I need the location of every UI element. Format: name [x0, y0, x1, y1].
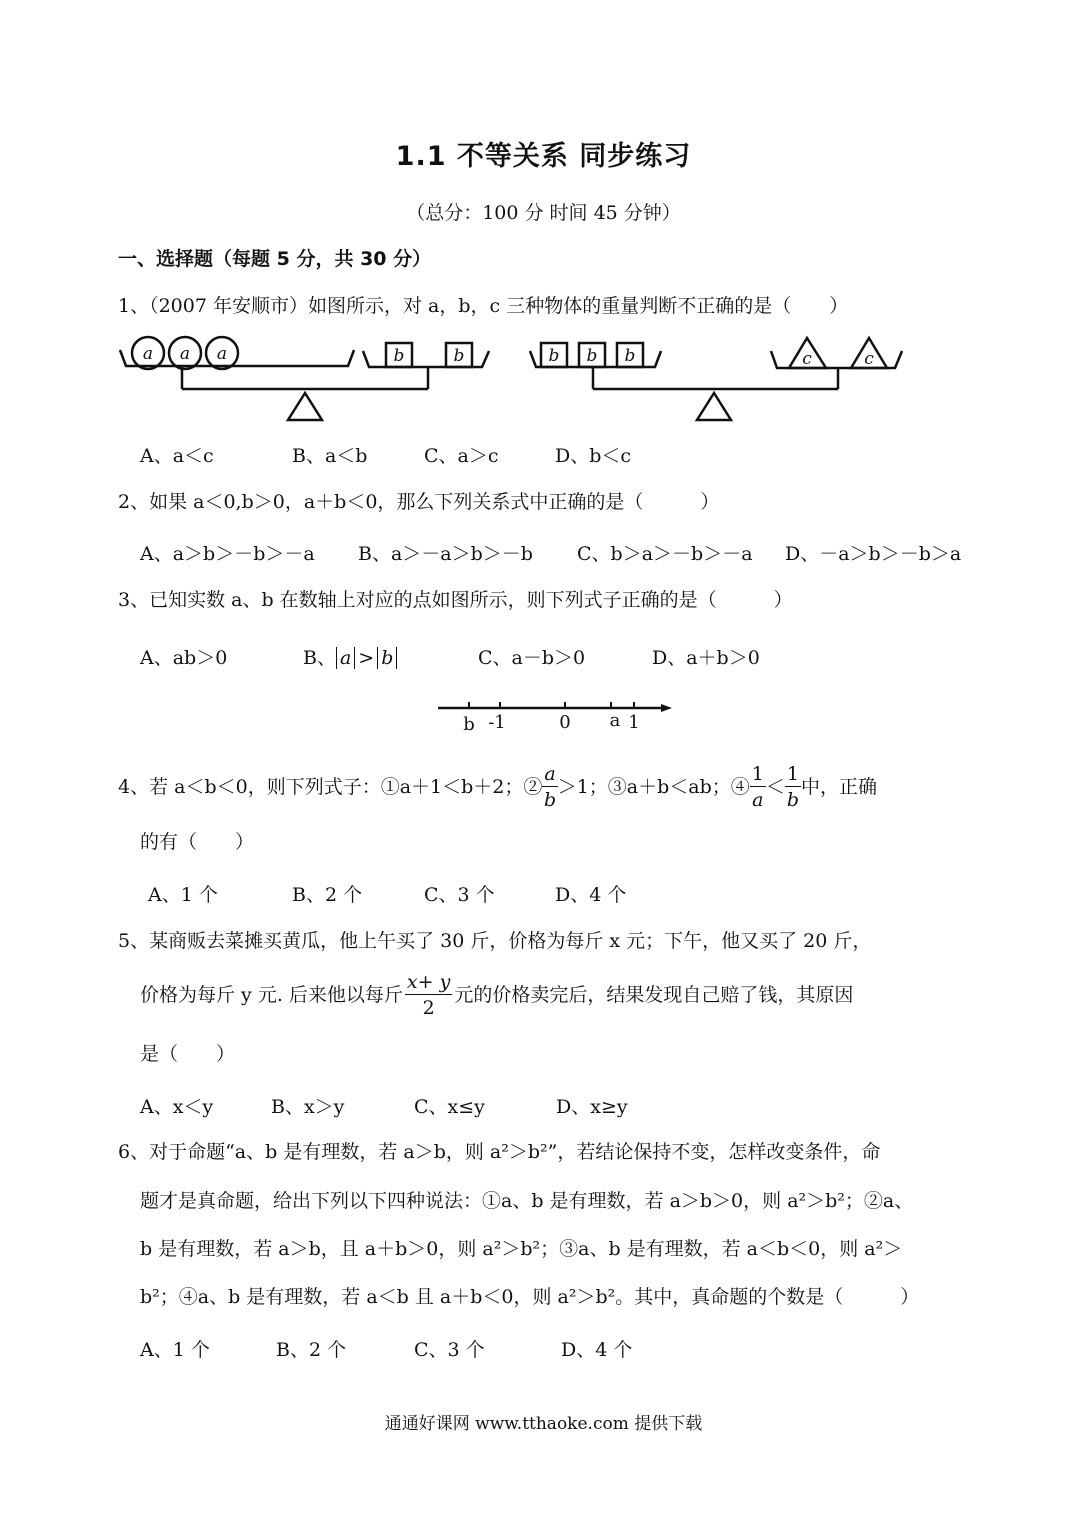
page-subtitle: （总分：100 分 时间 45 分钟）	[406, 202, 681, 224]
q3-option-d: D、a＋b＞0	[652, 647, 760, 669]
q1-option-b: B、a＜b	[292, 445, 368, 467]
q4-frac1-num: a	[544, 762, 556, 785]
q3-axis-a: a	[609, 710, 621, 731]
q5-line3: 是（ ）	[140, 1043, 236, 1065]
q4-frac-1-over-b	[785, 762, 801, 813]
q1-label-b4: b	[586, 346, 598, 366]
q5-option-b: B、x＞y	[271, 1096, 345, 1118]
q3-option-b-label: B、	[303, 647, 336, 669]
q3-abs-a: a	[336, 647, 355, 669]
q1-label-b1: b	[393, 346, 405, 366]
q4-frac3-num: 1	[786, 762, 799, 785]
q5-option-c: C、x≤y	[414, 1096, 485, 1118]
q2-option-c: C、b＞a＞－b＞－a	[577, 543, 753, 565]
q1-option-d: D、b＜c	[555, 445, 632, 467]
q3-option-a: A、ab＞0	[140, 647, 228, 669]
q3-stem: 3、已知实数 a、b 在数轴上对应的点如图所示，则下列式子正确的是（ ）	[118, 589, 793, 611]
q3-number-line	[430, 695, 680, 737]
q4-frac3-den: b	[786, 788, 800, 811]
q5-option-a: A、x＜y	[140, 1096, 214, 1118]
q3-axis-neg1: -1	[488, 712, 506, 733]
q3-option-b	[303, 643, 397, 670]
q5-frac-den: 2	[422, 996, 435, 1019]
page-title: 1.1 不等关系 同步练习	[395, 141, 692, 172]
q1-label-b3: b	[548, 346, 560, 366]
q4-frac2-num: 1	[751, 762, 764, 785]
q5-frac-num: x+ y	[406, 970, 451, 993]
q2-stem: 2、如果 a＜0,b＞0，a＋b＜0，那么下列关系式中正确的是（ ）	[118, 491, 720, 513]
q5-line1: 5、某商贩去菜摊买黄瓜，他上午买了 30 斤，价格为每斤 x 元；下午，他又买了 20 斤，	[118, 930, 872, 952]
page-footer: 通通好课网 www.tthaoke.com 提供下载	[384, 1414, 703, 1434]
q2-option-a: A、a＞b＞－b＞－a	[140, 543, 315, 565]
q4-frac2-den: a	[752, 788, 764, 811]
q1-balance-figure	[110, 325, 920, 425]
q4-option-a: A、1 个	[148, 884, 218, 906]
q4-suffix: 中，正确	[800, 776, 877, 798]
q1-option-c: C、a＞c	[424, 445, 499, 467]
q4-line2: 的有（ ）	[140, 831, 255, 853]
q6-line4: b²；④a、b 是有理数，若 a＜b 且 a＋b＜0，则 a²＞b²。其中，真命题的个数是（ ）	[140, 1286, 920, 1308]
q1-label-b5: b	[624, 346, 636, 366]
q2-option-d: D、－a＞b＞－b＞a	[785, 543, 962, 565]
section-heading: 一、选择题（每题 5 分，共 30 分）	[118, 248, 432, 270]
q1-label-c2: c	[864, 349, 874, 369]
q4-frac-a-over-b	[542, 762, 557, 813]
q1-stem: 1、（2007 年安顺市）如图所示，对 a，b，c 三种物体的重量判断不正确的是（ ）	[118, 295, 849, 317]
q5-line2-post: 元的价格卖完后，结果发现自己赔了钱，其原因	[454, 984, 854, 1006]
q4-frac1-den: b	[543, 788, 557, 811]
q6-line3: b 是有理数，若 a＞b，且 a＋b＞0，则 a²＞b²；③a、b 是有理数，若 a＜b＜0，则 a²＞	[140, 1238, 903, 1260]
q1-label-a2: a	[179, 344, 191, 364]
q3-option-c: C、a－b＞0	[478, 647, 586, 669]
q5-frac-avg	[405, 970, 452, 1021]
q5-line2-pre: 价格为每斤 y 元. 后来他以每斤	[140, 984, 403, 1006]
q5-option-d: D、x≥y	[556, 1096, 628, 1118]
q6-option-d: D、4 个	[561, 1339, 633, 1361]
q6-line1: 6、对于命题“a、b 是有理数，若 a＞b，则 a²＞b²”，若结论保持不变，怎样改变条件，命	[118, 1141, 881, 1163]
q4-lt: ＜	[765, 776, 785, 798]
q1-option-a: A、a＜c	[140, 445, 214, 467]
q5-line2	[140, 965, 853, 1025]
q1-label-b2: b	[453, 346, 465, 366]
q6-line2: 题才是真命题，给出下列以下四种说法：①a、b 是有理数，若 a＞b＞0，则 a²＞b²；②a、	[140, 1190, 914, 1212]
q4-prefix: 4、若 a＜b＜0，则下列式子：①a＋1＜b＋2；②	[118, 776, 543, 798]
q6-option-a: A、1 个	[140, 1339, 210, 1361]
q1-label-a1: a	[142, 344, 154, 364]
q3-gt: >	[358, 647, 375, 669]
q4-mid: ＞1；③a＋b＜ab；④	[557, 776, 750, 798]
q4-frac-1-over-a	[750, 762, 766, 813]
q4-stem	[118, 757, 877, 817]
q3-axis-0: 0	[559, 712, 571, 733]
q3-axis-1: 1	[628, 712, 640, 733]
q1-label-c1: c	[802, 349, 812, 369]
q6-option-c: C、3 个	[414, 1339, 485, 1361]
q6-option-b: B、2 个	[276, 1339, 347, 1361]
q4-option-b: B、2 个	[292, 884, 363, 906]
q3-axis-b: b	[463, 714, 475, 735]
q4-option-d: D、4 个	[555, 884, 627, 906]
q1-label-a3: a	[216, 344, 228, 364]
q4-option-c: C、3 个	[424, 884, 495, 906]
q3-abs-b: b	[377, 647, 397, 669]
q2-option-b: B、a＞－a＞b＞－b	[358, 543, 533, 565]
